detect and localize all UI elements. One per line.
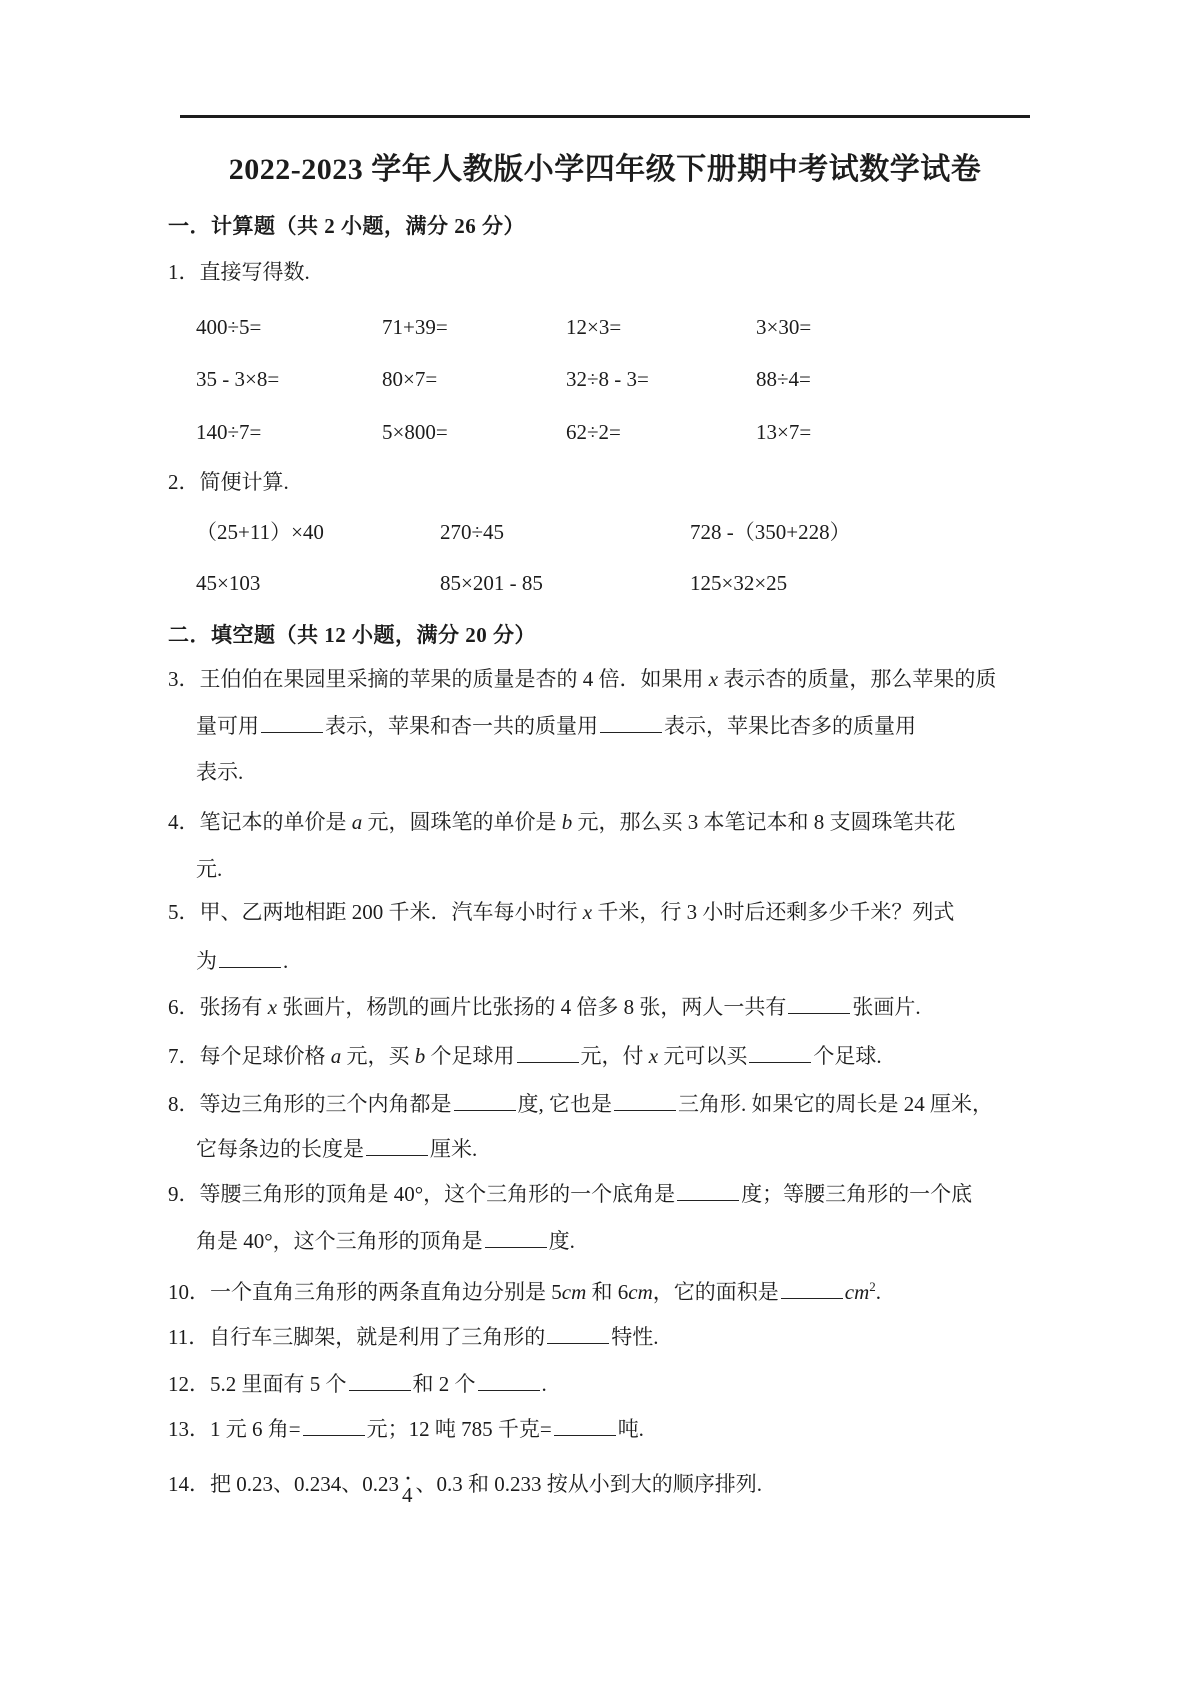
unit-cm: cm: [844, 1280, 870, 1304]
variable-a: a: [330, 1044, 342, 1068]
variable-a: a: [351, 810, 363, 834]
question-text: 元，付: [580, 1044, 649, 1068]
blank-line: [261, 730, 323, 733]
calc-expression: 140÷7=: [196, 420, 262, 444]
question-4-line-1: [168, 809, 956, 835]
question-8-line-1: [168, 1091, 993, 1117]
question-text: 和 2 个: [412, 1372, 476, 1396]
blank-line: [366, 1153, 428, 1156]
blank-line: [614, 1108, 676, 1111]
header-rule: [180, 115, 1030, 118]
question-13: [168, 1416, 644, 1442]
question-number: 13．: [168, 1417, 210, 1441]
question-text: 一个直角三角形的两条直角边分别是 5: [210, 1280, 562, 1304]
blank-line: [554, 1433, 616, 1436]
question-text: 甲、乙两地相距 200 千米．汽车每小时行: [199, 900, 583, 924]
variable-x: x: [267, 995, 278, 1019]
question-text: 吨.: [617, 1417, 644, 1441]
calc-expression: 45×103: [196, 571, 261, 595]
question-text: 每个足球价格: [199, 1044, 331, 1068]
blank-line: [749, 1060, 811, 1063]
question-3-line-3: [196, 759, 243, 785]
calc-expression: 728 -（350+228）: [690, 520, 851, 544]
question-10: [168, 1274, 881, 1305]
question-text: 度, 它也是: [517, 1092, 612, 1116]
question-11: [168, 1324, 658, 1350]
calc-expression: 71+39=: [382, 315, 448, 339]
section-heading-fill-blank: 二．填空题（共 12 小题，满分 20 分）: [168, 623, 536, 647]
calc-expression: 80×7=: [382, 367, 438, 391]
calc-expression: 5×800=: [382, 420, 448, 444]
variable-b: b: [414, 1044, 426, 1068]
page-title: 2022-2023 学年人教版小学四年级下册期中考试数学试卷: [228, 153, 982, 186]
question-text: 笔记本的单价是: [199, 810, 352, 834]
calc-expression: 400÷5=: [196, 315, 262, 339]
blank-line: [517, 1060, 579, 1063]
question-text: 元可以买: [658, 1044, 748, 1068]
question-6: [168, 994, 921, 1020]
question-number: 5．: [168, 900, 200, 924]
calc-expression: 13×7=: [756, 420, 812, 444]
question-7: [168, 1043, 882, 1069]
question-3-line-2: [196, 713, 916, 739]
unit-cm: cm: [561, 1280, 587, 1304]
question-text: 5.2 里面有 5 个: [210, 1372, 347, 1396]
question-number: 4．: [168, 810, 200, 834]
question-text: 和 6: [586, 1280, 629, 1304]
calc-expression: 12×3=: [566, 315, 622, 339]
variable-x: x: [708, 667, 719, 691]
blank-line: [219, 965, 281, 968]
question-text: 表示.: [196, 760, 244, 784]
question-5-line-2: [196, 948, 288, 974]
question-text: 度；等腰三角形的一个底: [741, 1182, 973, 1206]
question-5-line-1: [168, 899, 954, 925]
question-text: 角是 40°，这个三角形的顶角是: [196, 1229, 483, 1253]
question-number: 14．: [168, 1472, 210, 1496]
question-text: 自行车三脚架，就是利用了三角形的: [209, 1325, 546, 1349]
question-text: 特性.: [611, 1325, 659, 1349]
question-text: 元.: [196, 857, 223, 881]
repeating-dot: ·: [405, 1468, 412, 1488]
question-text: 量可用: [196, 714, 259, 738]
question-number: 7．: [168, 1044, 200, 1068]
question-text: ，它的面积是: [652, 1280, 779, 1304]
question-number: 11．: [168, 1325, 210, 1349]
question-14: [168, 1468, 762, 1507]
question-text: 元，买: [341, 1044, 415, 1068]
superscript-2: 2: [869, 1279, 876, 1294]
question-text: 把 0.23、0.234、0.23: [210, 1472, 399, 1496]
question-number: 12．: [168, 1372, 210, 1396]
variable-b: b: [561, 810, 573, 834]
question-text: 等腰三角形的顶角是 40°，这个三角形的一个底角是: [199, 1182, 676, 1206]
blank-line: [781, 1296, 843, 1299]
calc-expression: 3×30=: [756, 315, 812, 339]
blank-line: [677, 1198, 739, 1201]
variable-x: x: [582, 900, 593, 924]
question-number: 9．: [168, 1182, 200, 1206]
calc-expression: 32÷8 - 3=: [566, 367, 649, 391]
question-text: 1 元 6 角=: [210, 1417, 301, 1441]
repeating-decimal-4: [402, 1468, 413, 1507]
question-text: 等边三角形的三个内角都是: [199, 1092, 452, 1116]
blank-line: [303, 1433, 365, 1436]
calc-expression: 35 - 3×8=: [196, 367, 280, 391]
blank-line: [600, 730, 662, 733]
blank-line: [478, 1388, 540, 1391]
question-text: 张画片.: [852, 995, 921, 1019]
calc-expression: 88÷4=: [756, 367, 811, 391]
blank-line: [485, 1245, 547, 1248]
question-text: 为: [196, 949, 217, 973]
question-text: 、0.3 和 0.233 按从小到大的顺序排列.: [415, 1472, 762, 1496]
question-text: 元，圆珠笔的单价是: [362, 810, 562, 834]
question-number: 8．: [168, 1092, 200, 1116]
calc-expression: （25+11）×40: [196, 520, 324, 544]
repeating-digit: 4: [402, 1483, 413, 1507]
question-text: 元，那么买 3 本笔记本和 8 支圆珠笔共花: [572, 810, 956, 834]
question-text: 它每条边的长度是: [196, 1137, 364, 1161]
calc-expression: 125×32×25: [690, 571, 788, 595]
calc-expression: 85×201 - 85: [440, 571, 543, 595]
question-text: 表示，苹果比杏多的质量用: [664, 714, 916, 738]
question-text: 千米，行 3 小时后还剩多少千米？列式: [592, 900, 955, 924]
question-text: .: [283, 949, 289, 973]
question-9-line-1: [168, 1181, 972, 1207]
question-number: 6．: [168, 995, 200, 1019]
question-number: 10．: [168, 1280, 210, 1304]
calc-expression: 270÷45: [440, 520, 505, 544]
question-text: 表示杏的质量，那么苹果的质: [718, 667, 997, 691]
blank-line: [349, 1388, 411, 1391]
question-3-line-1: [168, 666, 996, 692]
blank-line: [788, 1011, 850, 1014]
blank-line: [454, 1108, 516, 1111]
question-text: .: [875, 1280, 881, 1304]
question-9-line-2: [196, 1228, 575, 1254]
question-text: 个足球.: [813, 1044, 882, 1068]
question-1-label: 1．直接写得数.: [168, 260, 310, 284]
question-text: 个足球用: [425, 1044, 515, 1068]
question-text: 张扬有: [199, 995, 268, 1019]
question-text: 元；12 吨 785 千克=: [366, 1417, 552, 1441]
question-2-label: 2．简便计算.: [168, 470, 289, 494]
unit-cm: cm: [628, 1280, 653, 1304]
question-4-line-2: [196, 856, 222, 882]
question-text: .: [541, 1372, 547, 1396]
blank-line: [547, 1341, 609, 1344]
question-8-line-2: [196, 1136, 477, 1162]
question-text: 表示，苹果和杏一共的质量用: [325, 714, 598, 738]
section-heading-calculation: 一．计算题（共 2 小题，满分 26 分）: [168, 214, 525, 238]
question-text: 度.: [548, 1229, 575, 1253]
question-number: 3．: [168, 667, 200, 691]
question-text: 厘米.: [430, 1137, 478, 1161]
question-text: 三角形. 如果它的周长是 24 厘米，: [678, 1092, 993, 1116]
question-text: 张画片，杨凯的画片比张扬的 4 倍多 8 张，两人一共有: [277, 995, 787, 1019]
question-12: [168, 1371, 547, 1397]
calc-expression: 62÷2=: [566, 420, 621, 444]
variable-x: x: [648, 1044, 659, 1068]
question-text: 王伯伯在果园里采摘的苹果的质量是杏的 4 倍．如果用: [199, 667, 709, 691]
